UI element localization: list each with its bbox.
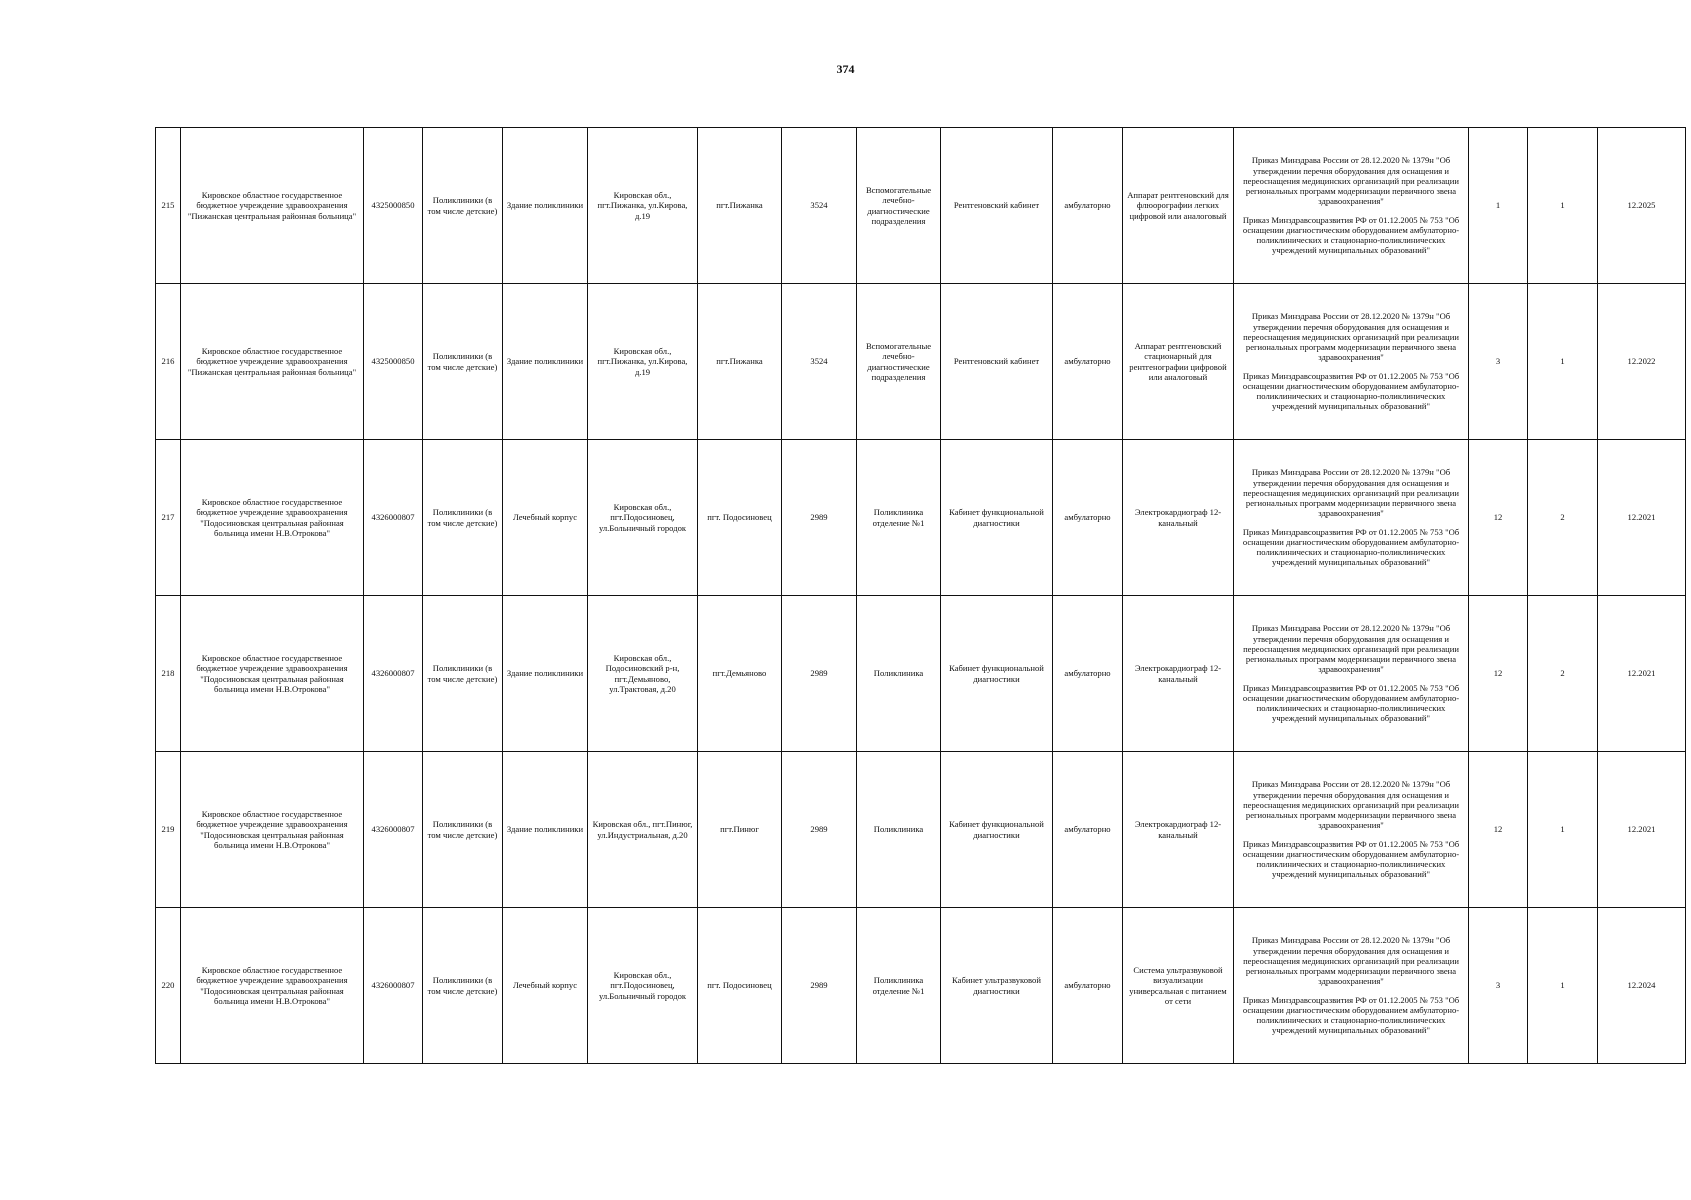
table-body bbox=[156, 128, 1686, 1064]
quantity-planned: 2 bbox=[1528, 440, 1598, 596]
legal-basis bbox=[1234, 284, 1469, 440]
delivery-date: 12.2021 bbox=[1598, 440, 1686, 596]
department: Поликлиника bbox=[857, 752, 941, 908]
locality: пгт. Подосиновец bbox=[698, 908, 782, 1064]
population: 3524 bbox=[782, 284, 857, 440]
delivery-date: 12.2021 bbox=[1598, 596, 1686, 752]
legal-basis bbox=[1234, 440, 1469, 596]
room: Кабинет ультразвуковой диагностики bbox=[941, 908, 1053, 1064]
legal-basis-order-753: Приказ Минздравсоцразвития РФ от 01.12.2005 № 753 "Об оснащении диагностическим оборудованием амбулаторно-поликлинических и стационарно-поликлинических учреждений муниципальных образований" bbox=[1242, 839, 1460, 880]
delivery-date: 12.2025 bbox=[1598, 128, 1686, 284]
room: Рентгеновский кабинет bbox=[941, 284, 1053, 440]
delivery-date: 12.2021 bbox=[1598, 752, 1686, 908]
population: 2989 bbox=[782, 908, 857, 1064]
delivery-date: 12.2024 bbox=[1598, 908, 1686, 1064]
legal-basis-order-753: Приказ Минздравсоцразвития РФ от 01.12.2005 № 753 "Об оснащении диагностическим оборудованием амбулаторно-поликлинических и стационарно-поликлинических учреждений муниципальных образований" bbox=[1242, 215, 1460, 256]
facility-type: Поликлиники (в том числе детские) bbox=[423, 128, 503, 284]
quantity-planned: 1 bbox=[1528, 908, 1598, 1064]
inn: 4326000807 bbox=[364, 596, 423, 752]
quantity-required: 3 bbox=[1469, 284, 1528, 440]
room: Кабинет функциональной диагностики bbox=[941, 440, 1053, 596]
equipment: Электрокардиограф 12-канальный bbox=[1123, 752, 1234, 908]
legal-basis-order-1379n: Приказ Минздрава России от 28.12.2020 № 1379н "Об утверждении перечня оборудования для оснащения и переоснащения медицинских организаций при реализации региональных программ модернизации первичного звена здравоохранения" bbox=[1243, 467, 1459, 518]
delivery-date: 12.2022 bbox=[1598, 284, 1686, 440]
inn: 4325000850 bbox=[364, 284, 423, 440]
quantity-planned: 1 bbox=[1528, 284, 1598, 440]
department: Вспомогательные лечебно-диагностические подразделения bbox=[857, 284, 941, 440]
organization-name: Кировское областное государственное бюджетное учреждение здравоохранения "Подосиновская центральная районная больница имени Н.В.Отрокова" bbox=[181, 908, 364, 1064]
address: Кировская обл., пгт.Пижанка, ул.Кирова, д.19 bbox=[588, 128, 698, 284]
department: Вспомогательные лечебно-диагностические подразделения bbox=[857, 128, 941, 284]
facility-type: Поликлиники (в том числе детские) bbox=[423, 752, 503, 908]
population: 2989 bbox=[782, 596, 857, 752]
quantity-required: 1 bbox=[1469, 128, 1528, 284]
room: Рентгеновский кабинет bbox=[941, 128, 1053, 284]
table-row bbox=[156, 908, 1686, 1064]
row-number: 219 bbox=[156, 752, 181, 908]
quantity-required: 12 bbox=[1469, 596, 1528, 752]
equipment: Аппарат рентгеновский стационарный для рентгенографии цифровой или аналоговый bbox=[1123, 284, 1234, 440]
legal-basis bbox=[1234, 752, 1469, 908]
inn: 4326000807 bbox=[364, 752, 423, 908]
equipment: Система ультразвуковой визуализации универсальная с питанием от сети bbox=[1123, 908, 1234, 1064]
address: Кировская обл., Подосиновский р-н, пгт.Демьяново, ул.Трактовая, д.20 bbox=[588, 596, 698, 752]
facility-type: Поликлиники (в том числе детские) bbox=[423, 908, 503, 1064]
row-number: 218 bbox=[156, 596, 181, 752]
service-mode: амбулаторно bbox=[1053, 128, 1123, 284]
building: Здание поликлиники bbox=[503, 752, 588, 908]
legal-basis-order-1379n: Приказ Минздрава России от 28.12.2020 № 1379н "Об утверждении перечня оборудования для оснащения и переоснащения медицинских организаций при реализации региональных программ модернизации первичного звена здравоохранения" bbox=[1243, 623, 1459, 674]
facility-type: Поликлиники (в том числе детские) bbox=[423, 284, 503, 440]
legal-basis-order-1379n: Приказ Минздрава России от 28.12.2020 № 1379н "Об утверждении перечня оборудования для оснащения и переоснащения медицинских организаций при реализации региональных программ модернизации первичного звена здравоохранения" bbox=[1243, 155, 1459, 206]
address: Кировская обл., пгт.Пинюг, ул.Индустриальная, д.20 bbox=[588, 752, 698, 908]
quantity-planned: 2 bbox=[1528, 596, 1598, 752]
locality: пгт.Демьяново bbox=[698, 596, 782, 752]
legal-basis bbox=[1234, 908, 1469, 1064]
locality: пгт.Пижанка bbox=[698, 128, 782, 284]
equipment: Электрокардиограф 12-канальный bbox=[1123, 596, 1234, 752]
organization-name: Кировское областное государственное бюджетное учреждение здравоохранения "Подосиновская центральная районная больница имени Н.В.Отрокова" bbox=[181, 752, 364, 908]
legal-basis-order-1379n: Приказ Минздрава России от 28.12.2020 № 1379н "Об утверждении перечня оборудования для оснащения и переоснащения медицинских организаций при реализации региональных программ модернизации первичного звена здравоохранения" bbox=[1243, 779, 1459, 830]
table-row bbox=[156, 596, 1686, 752]
quantity-planned: 1 bbox=[1528, 752, 1598, 908]
row-number: 216 bbox=[156, 284, 181, 440]
quantity-required: 3 bbox=[1469, 908, 1528, 1064]
legal-basis bbox=[1234, 596, 1469, 752]
row-number: 215 bbox=[156, 128, 181, 284]
locality: пгт.Пинюг bbox=[698, 752, 782, 908]
service-mode: амбулаторно bbox=[1053, 596, 1123, 752]
legal-basis-order-1379n: Приказ Минздрава России от 28.12.2020 № 1379н "Об утверждении перечня оборудования для оснащения и переоснащения медицинских организаций при реализации региональных программ модернизации первичного звена здравоохранения" bbox=[1243, 935, 1459, 986]
population: 2989 bbox=[782, 752, 857, 908]
legal-basis bbox=[1234, 128, 1469, 284]
inn: 4326000807 bbox=[364, 440, 423, 596]
table-row bbox=[156, 440, 1686, 596]
table-row bbox=[156, 752, 1686, 908]
service-mode: амбулаторно bbox=[1053, 440, 1123, 596]
locality: пгт. Подосиновец bbox=[698, 440, 782, 596]
organization-name: Кировское областное государственное бюджетное учреждение здравоохранения "Пижанская центральная районная больница" bbox=[181, 128, 364, 284]
population: 2989 bbox=[782, 440, 857, 596]
equipment-registry-table bbox=[155, 127, 1686, 1064]
room: Кабинет функциональной диагностики bbox=[941, 596, 1053, 752]
department: Поликлиника отделение №1 bbox=[857, 908, 941, 1064]
legal-basis-order-753: Приказ Минздравсоцразвития РФ от 01.12.2005 № 753 "Об оснащении диагностическим оборудованием амбулаторно-поликлинических и стационарно-поликлинических учреждений муниципальных образований" bbox=[1242, 995, 1460, 1036]
department: Поликлиника bbox=[857, 596, 941, 752]
inn: 4325000850 bbox=[364, 128, 423, 284]
organization-name: Кировское областное государственное бюджетное учреждение здравоохранения "Пижанская центральная районная больница" bbox=[181, 284, 364, 440]
legal-basis-order-753: Приказ Минздравсоцразвития РФ от 01.12.2005 № 753 "Об оснащении диагностическим оборудованием амбулаторно-поликлинических и стационарно-поликлинических учреждений муниципальных образований" bbox=[1242, 527, 1460, 568]
service-mode: амбулаторно bbox=[1053, 752, 1123, 908]
row-number: 220 bbox=[156, 908, 181, 1064]
quantity-required: 12 bbox=[1469, 440, 1528, 596]
quantity-planned: 1 bbox=[1528, 128, 1598, 284]
organization-name: Кировское областное государственное бюджетное учреждение здравоохранения "Подосиновская центральная районная больница имени Н.В.Отрокова" bbox=[181, 440, 364, 596]
room: Кабинет функциональной диагностики bbox=[941, 752, 1053, 908]
quantity-required: 12 bbox=[1469, 752, 1528, 908]
facility-type: Поликлиники (в том числе детские) bbox=[423, 596, 503, 752]
equipment: Аппарат рентгеновский для флюорографии легких цифровой или аналоговый bbox=[1123, 128, 1234, 284]
building: Лечебный корпус bbox=[503, 440, 588, 596]
legal-basis-order-1379n: Приказ Минздрава России от 28.12.2020 № 1379н "Об утверждении перечня оборудования для оснащения и переоснащения медицинских организаций при реализации региональных программ модернизации первичного звена здравоохранения" bbox=[1243, 311, 1459, 362]
inn: 4326000807 bbox=[364, 908, 423, 1064]
building: Здание поликлиники bbox=[503, 596, 588, 752]
facility-type: Поликлиники (в том числе детские) bbox=[423, 440, 503, 596]
population: 3524 bbox=[782, 128, 857, 284]
organization-name: Кировское областное государственное бюджетное учреждение здравоохранения "Подосиновская центральная районная больница имени Н.В.Отрокова" bbox=[181, 596, 364, 752]
building: Здание поликлиники bbox=[503, 128, 588, 284]
legal-basis-order-753: Приказ Минздравсоцразвития РФ от 01.12.2005 № 753 "Об оснащении диагностическим оборудованием амбулаторно-поликлинических и стационарно-поликлинических учреждений муниципальных образований" bbox=[1242, 683, 1460, 724]
building: Лечебный корпус bbox=[503, 908, 588, 1064]
row-number: 217 bbox=[156, 440, 181, 596]
service-mode: амбулаторно bbox=[1053, 284, 1123, 440]
address: Кировская обл., пгт.Подосиновец, ул.Больничный городок bbox=[588, 908, 698, 1064]
address: Кировская обл., пгт.Подосиновец, ул.Больничный городок bbox=[588, 440, 698, 596]
address: Кировская обл., пгт.Пижанка, ул.Кирова, д.19 bbox=[588, 284, 698, 440]
table-row bbox=[156, 128, 1686, 284]
building: Здание поликлиники bbox=[503, 284, 588, 440]
locality: пгт.Пижанка bbox=[698, 284, 782, 440]
page-number: 374 bbox=[836, 62, 855, 76]
equipment: Электрокардиограф 12-канальный bbox=[1123, 440, 1234, 596]
service-mode: амбулаторно bbox=[1053, 908, 1123, 1064]
department: Поликлиника отделение №1 bbox=[857, 440, 941, 596]
legal-basis-order-753: Приказ Минздравсоцразвития РФ от 01.12.2005 № 753 "Об оснащении диагностическим оборудованием амбулаторно-поликлинических и стационарно-поликлинических учреждений муниципальных образований" bbox=[1242, 371, 1460, 412]
table-row bbox=[156, 284, 1686, 440]
